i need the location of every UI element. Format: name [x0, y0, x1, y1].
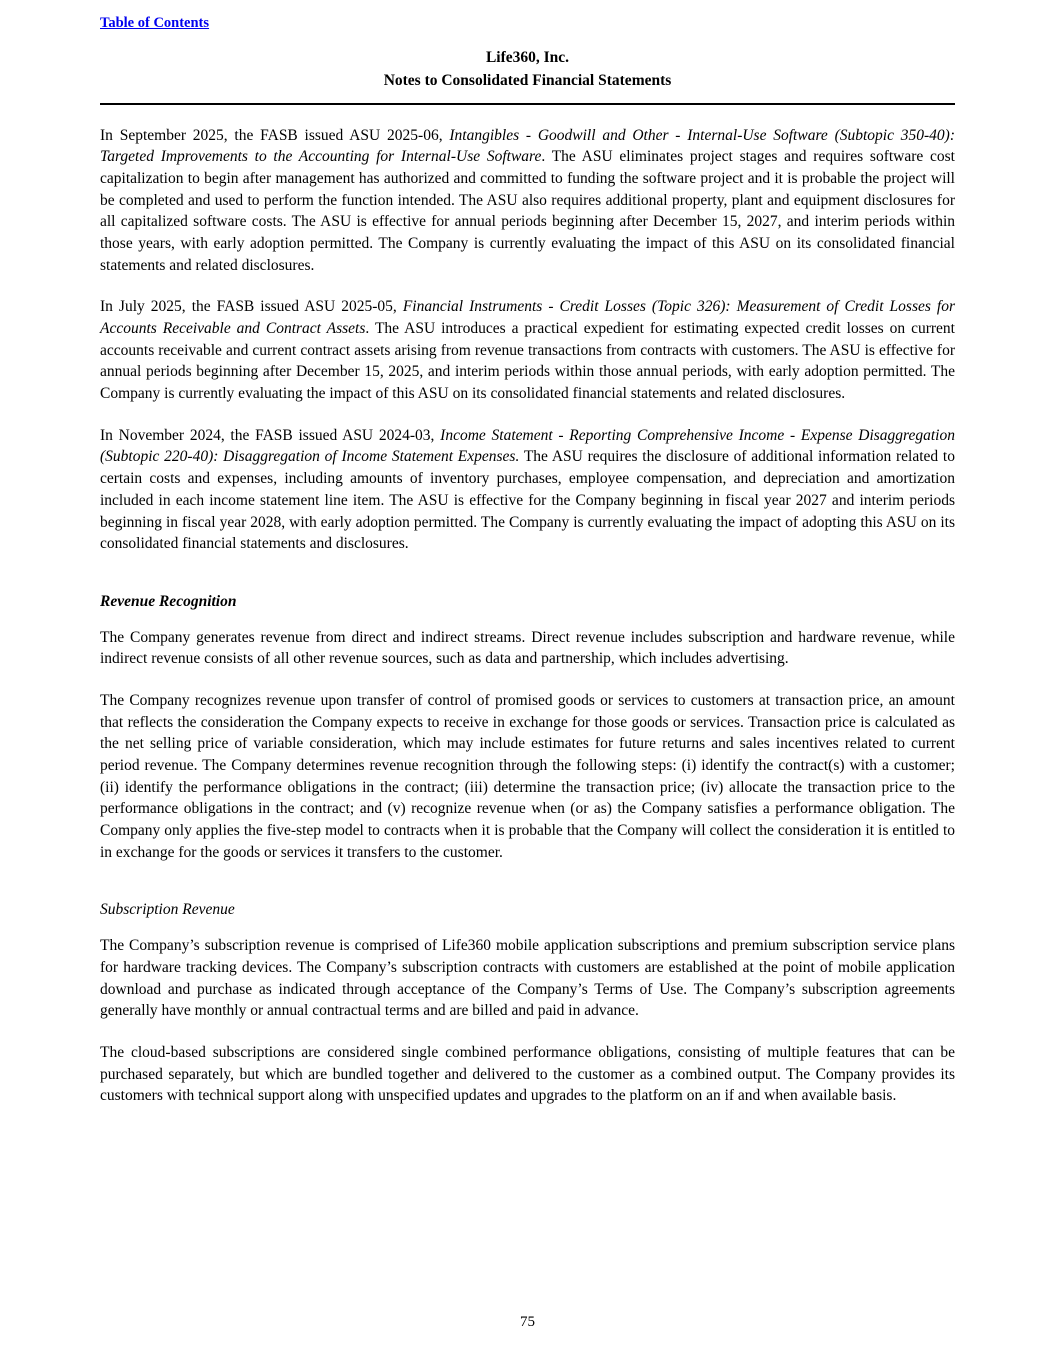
- page-title: Life360, Inc.: [485, 49, 570, 66]
- paragraph: In September 2025, the FASB issued ASU 2025-06, Intangibles - Goodwill and Other - Internal-Use Software (Subtopic 350-40): Targeted Improvements to the Accounting for Internal-Use Software. The ASU eliminates project stages and requires software cost capitalization to begin after management has authorized and committed to funding the software project and it is probable the project will be completed and used to perform the function intended. The ASU also requires additional property, plant and equipment disclosures for all capitalized software costs. The ASU is effective for annual periods beginning after December 15, 2027, and interim periods within those years, with early adoption permitted. The Company is currently evaluating the impact of this ASU on its consolidated financial statements and related disclosures.: [100, 126, 955, 274]
- paragraph: The Company generates revenue from direct and indirect streams. Direct revenue includes subscription and hardware revenue, while indirect revenue consists of all other revenue sources, such as data and partnership, which includes advertising.: [100, 628, 955, 668]
- section-heading: Revenue Recognition: [100, 592, 237, 610]
- page-number: 75: [520, 1314, 535, 1330]
- paragraph: The cloud-based subscriptions are considered single combined performance obligations, consisting of multiple features that can be purchased separately, but which are bundled together and delivered to the customer as a combined output. The Company provides its customers with technical support along with unspecified updates and upgrades to the platform on an if and when available basis.: [100, 1043, 955, 1105]
- paragraph: The Company’s subscription revenue is comprised of Life360 mobile application subscriptions and premium subscription service plans for hardware tracking devices. The Company’s subscription contracts with customers are established at the point of mobile application download and purchase as indicated through acceptance of the Company’s Terms of Use. The Company’s subscription agreements generally have monthly or annual contractual terms and are billed and paid in advance.: [100, 937, 955, 1020]
- page-subtitle: Notes to Consolidated Financial Statements: [383, 72, 672, 90]
- table-of-contents-link[interactable]: Table of Contents: [100, 15, 210, 31]
- document-header: [100, 46, 955, 93]
- section-heading: Subscription Revenue: [100, 901, 235, 919]
- paragraph: The Company recognizes revenue upon transfer of control of promised goods or services to customers at transaction price, an amount that reflects the consideration the Company expects to receive in exchange for those goods or services. Transaction price is calculated as the net selling price of variable consideration, which may include estimates for future returns and sales incentives related to current period revenue. The Company determines revenue recognition through the following steps: (i) identify the contract(s) with a customer; (ii) identify the performance obligations in the contract; (iii) determine the transaction price; (iv) allocate the transaction price to the performance obligations in the contract; and (v) recognize revenue when (or as) the Company satisfies a performance obligation. The Company only applies the five-step model to contracts when it is probable that the Company will collect the consideration it is entitled to in exchange for the goods or services it transfers to the customer.: [100, 691, 955, 861]
- paragraph: In July 2025, the FASB issued ASU 2025-05, Financial Instruments - Credit Losses (Topic 326): Measurement of Credit Losses for Accounts Receivable and Contract Assets. The ASU introduces a practical expedient for estimating expected credit losses on current accounts receivable and current contract assets arising from revenue transactions from contracts with customers. The ASU is effective for annual periods beginning after December 15, 2025, and interim periods within those annual periods, with early adoption permitted. The Company is currently evaluating the impact of this ASU on its consolidated financial statements and related disclosures.: [100, 298, 955, 403]
- document-body: [100, 125, 955, 1107]
- header-rule: [100, 103, 955, 105]
- paragraph: In November 2024, the FASB issued ASU 2024-03, Income Statement - Reporting Comprehensive Income - Expense Disaggregation (Subtopic 220-40): Disaggregation of Income Statement Expenses. The ASU requires the disclosure of additional information related to certain costs and expenses, including amounts of inventory purchases, employee compensation, and depreciation and amortization included in each income statement line item. The ASU is effective for the Company beginning in fiscal year 2027 and interim periods beginning in fiscal year 2028, with early adoption permitted. The Company is currently evaluating the impact of adopting this ASU on its consolidated financial statements and disclosures.: [100, 426, 955, 553]
